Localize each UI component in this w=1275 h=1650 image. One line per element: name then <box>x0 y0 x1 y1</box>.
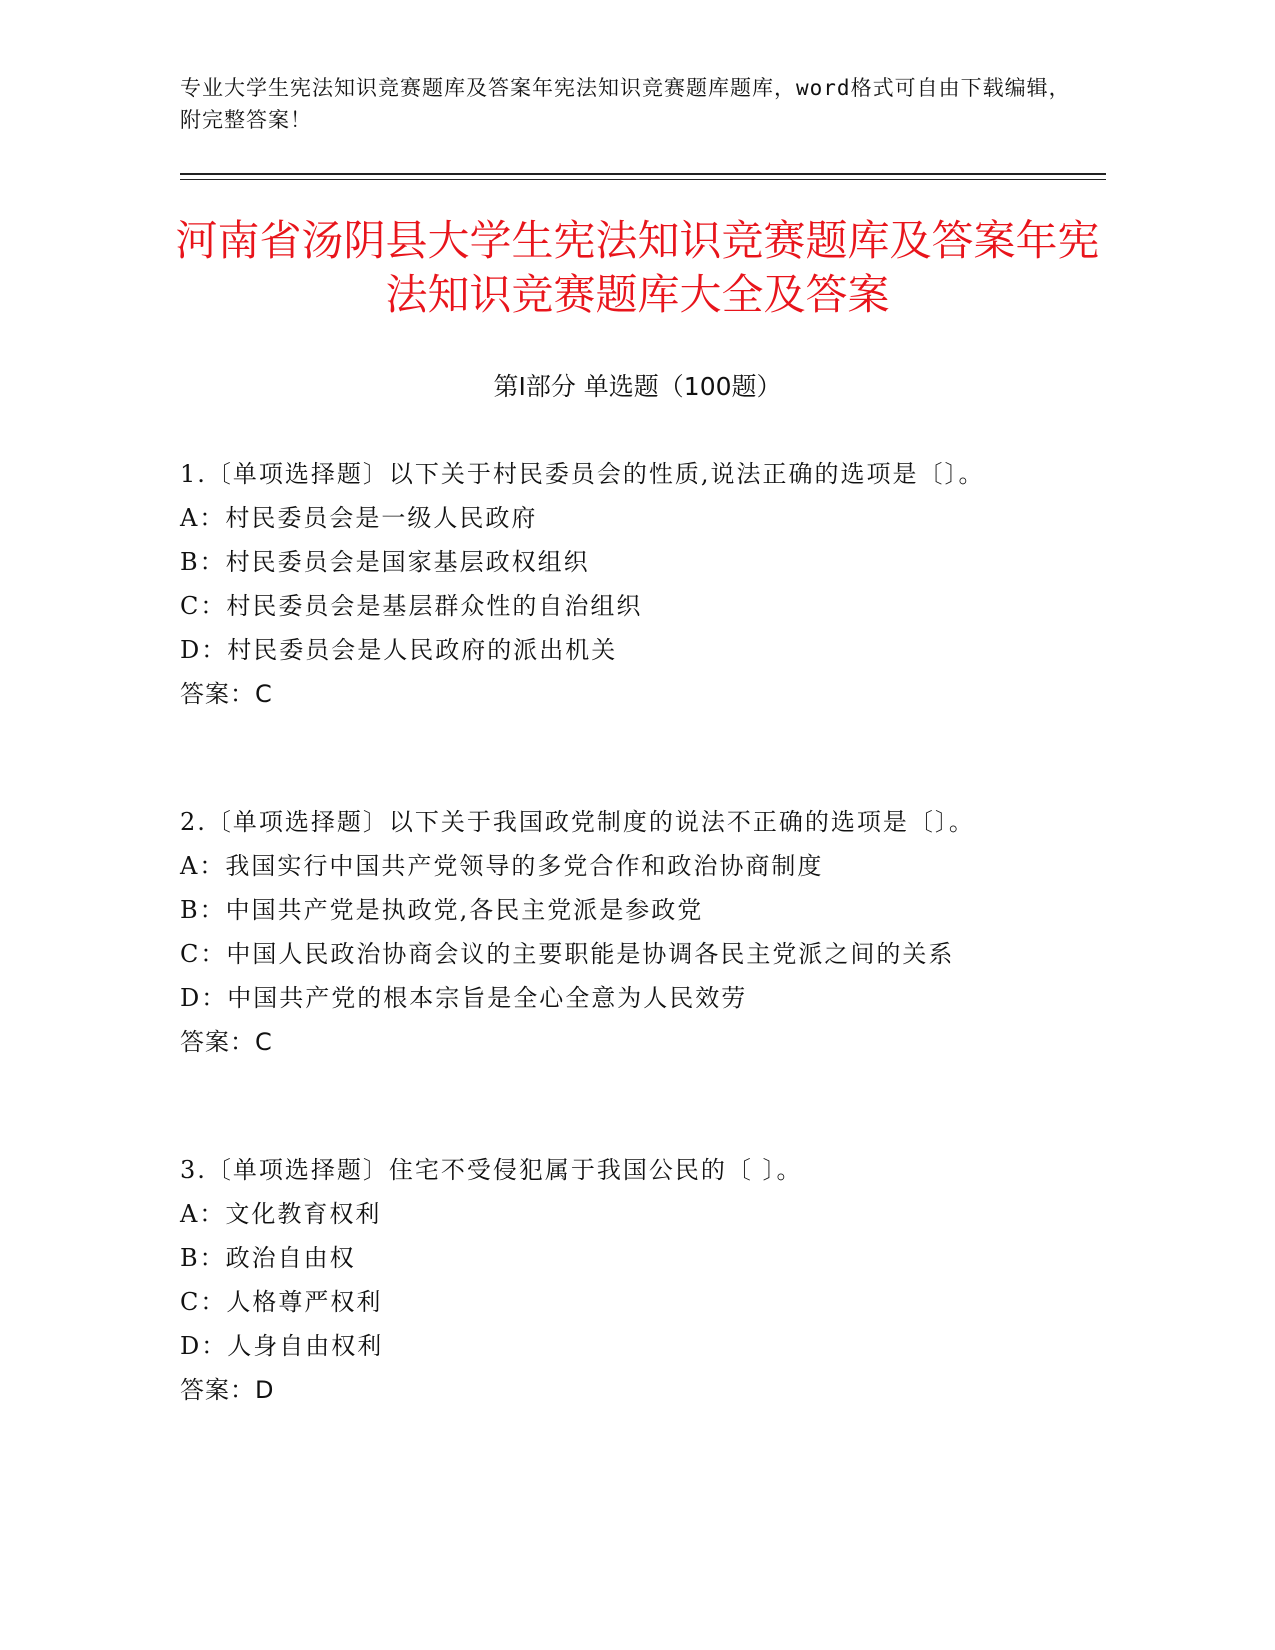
option-c: C：村民委员会是基层群众性的自治组织 <box>180 592 643 620</box>
header-rule-thick <box>180 173 1106 175</box>
option-a: A：文化教育权利 <box>180 1200 382 1228</box>
option-c: C：人格尊严权利 <box>180 1288 383 1316</box>
document-title: 河南省汤阴县大学生宪法知识竞赛题库及答案年宪法知识竞赛题库大全及答案 <box>175 216 1100 319</box>
option-a: A：我国实行中国共产党领导的多党合作和政治协商制度 <box>180 852 824 880</box>
header-rule-thin <box>180 179 1106 180</box>
option-d: D：村民委员会是人民政府的派出机关 <box>180 636 618 664</box>
option-c: C：中国人民政治协商会议的主要职能是协调各民主党派之间的关系 <box>180 940 955 968</box>
question-stem: 3.〔单项选择题〕住宅不受侵犯属于我国公民的〔 〕。 <box>180 1156 803 1184</box>
question-stem: 2.〔单项选择题〕以下关于我国政党制度的说法不正确的选项是〔〕。 <box>180 808 975 836</box>
option-d: D：中国共产党的根本宗旨是全心全意为人民效劳 <box>180 984 748 1012</box>
section-title: 第Ⅰ部分 单选题（100题） <box>493 372 782 401</box>
answer: 答案：D <box>180 1376 275 1404</box>
answer: 答案：C <box>180 1028 273 1056</box>
header-note: 专业大学生宪法知识竞赛题库及答案年宪法知识竞赛题库题库，word格式可自由下载编辑，附完整答案！ <box>180 76 1071 132</box>
option-b: B：村民委员会是国家基层政权组织 <box>180 548 590 576</box>
option-b: B：中国共产党是执政党,各民主党派是参政党 <box>180 896 704 924</box>
answer: 答案：C <box>180 680 273 708</box>
option-b: B：政治自由权 <box>180 1244 356 1272</box>
question-stem: 1.〔单项选择题〕以下关于村民委员会的性质,说法正确的选项是〔〕。 <box>180 460 985 488</box>
option-d: D：人身自由权利 <box>180 1332 384 1360</box>
option-a: A：村民委员会是一级人民政府 <box>180 504 538 532</box>
question-1 <box>180 452 1060 716</box>
question-3 <box>180 1148 1060 1412</box>
question-2 <box>180 800 1060 1064</box>
